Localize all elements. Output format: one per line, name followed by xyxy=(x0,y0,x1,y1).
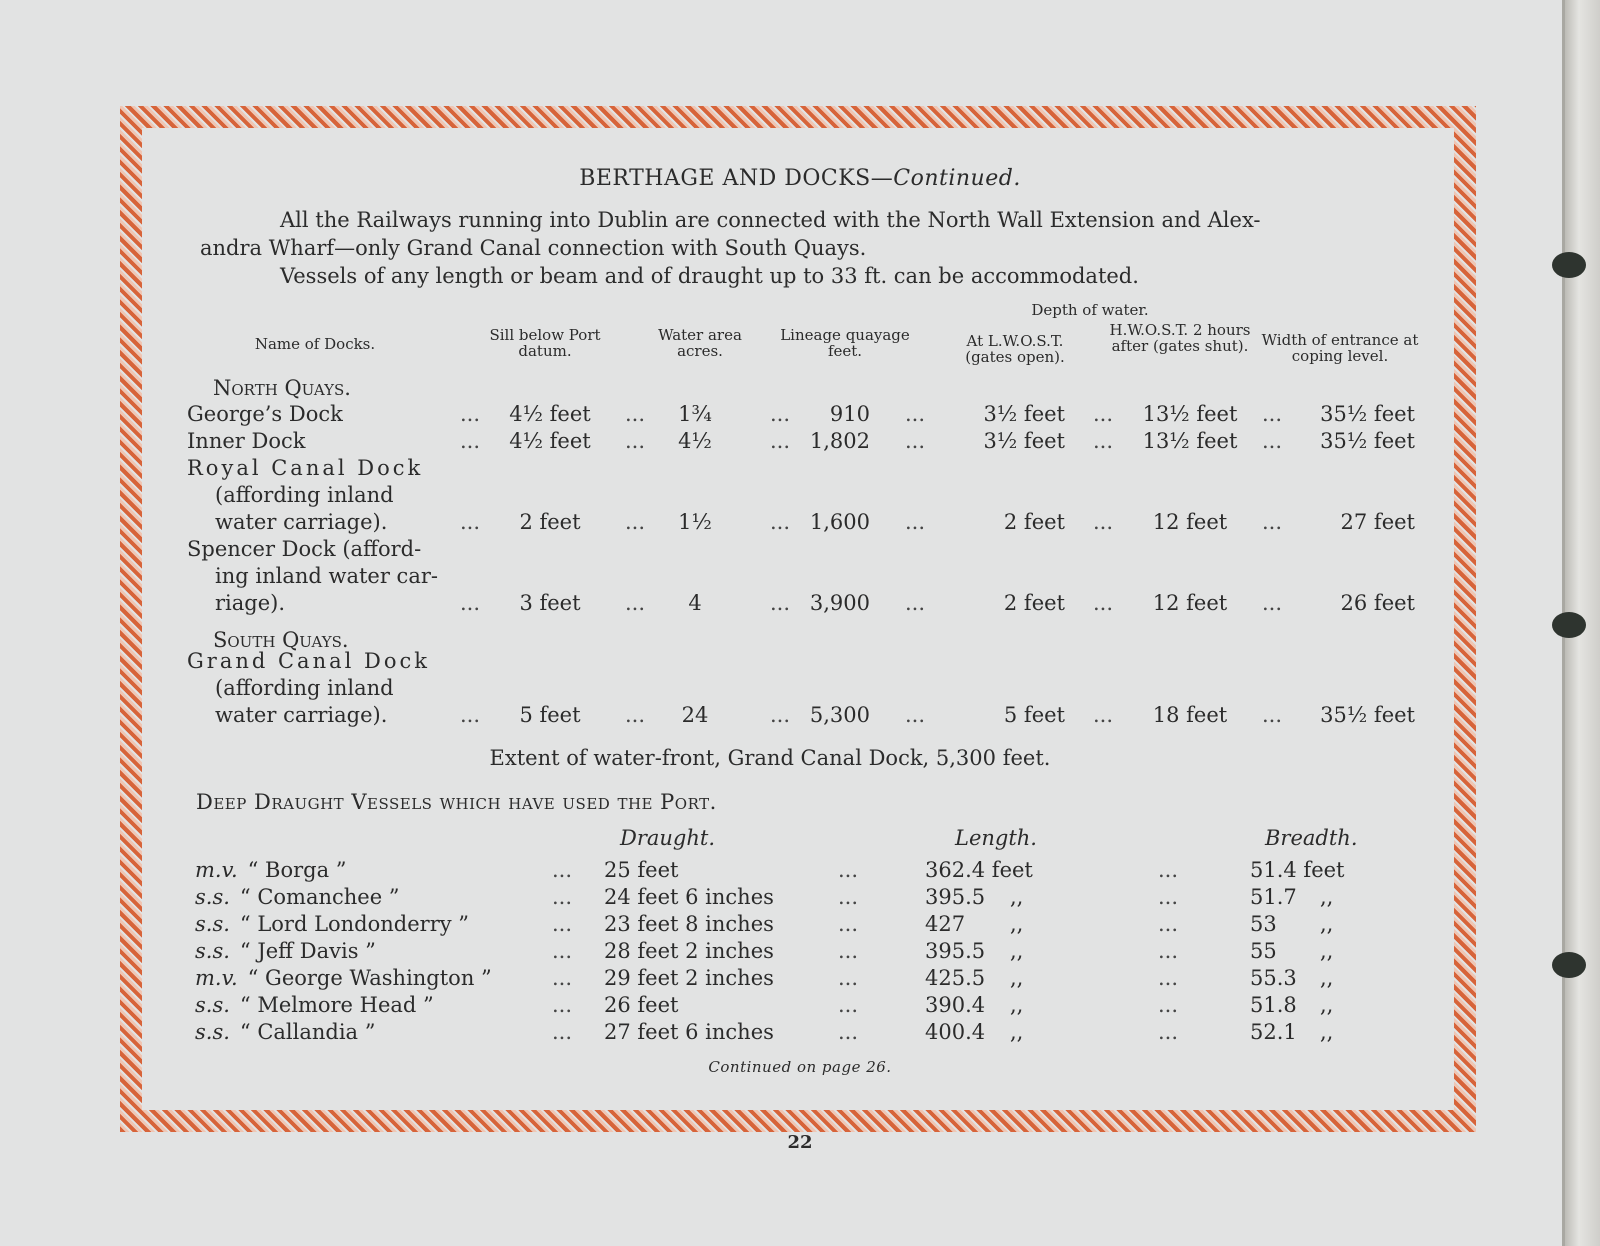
depth-group-header: Depth of water. xyxy=(1031,301,1149,319)
col-draught: Draught. xyxy=(620,826,716,850)
vessel-prefix: s.s. xyxy=(195,885,230,909)
vessel-prefix: s.s. xyxy=(195,993,230,1017)
vessel-breadth: 53 xyxy=(1250,912,1277,936)
vessel-name xyxy=(195,993,434,1017)
vessel-name xyxy=(195,885,400,909)
vessel-title: “ Comanchee ” xyxy=(239,885,400,909)
cell-sill: 3 feet xyxy=(519,591,581,615)
dock-name-line: Spencer Dock (afford- xyxy=(187,537,422,561)
vessel-name xyxy=(195,1020,375,1044)
vessel-name xyxy=(195,966,492,990)
leader-dots: ... xyxy=(625,402,646,426)
cell-width: 35½ feet xyxy=(1320,703,1415,727)
leader-dots: ... xyxy=(552,858,573,882)
header-quay: Lineage quayage feet. xyxy=(780,326,910,360)
vessel-length: 395.5 xyxy=(925,939,986,963)
vessel-title: “ Callandia ” xyxy=(239,1020,376,1044)
leader-dots: ... xyxy=(905,510,926,534)
vessel-length: 427 xyxy=(925,912,966,936)
leader-dots: ... xyxy=(1158,966,1179,990)
vessel-title: “ Lord Londonderry ” xyxy=(239,912,470,936)
leader-dots: ... xyxy=(1262,429,1283,453)
vessel-length: 400.4 xyxy=(925,1020,986,1044)
leader-dots: ... xyxy=(1158,993,1179,1017)
vessel-draught: 29 feet 2 inches xyxy=(604,966,774,990)
ditto-mark: ,, xyxy=(1010,885,1024,909)
cell-sill: 4½ feet xyxy=(509,402,591,426)
cell-sill: 4½ feet xyxy=(509,429,591,453)
leader-dots: ... xyxy=(905,591,926,615)
cell-quay: 910 xyxy=(829,402,870,426)
binding-hole xyxy=(1552,952,1586,978)
vessel-draught: 23 feet 8 inches xyxy=(604,912,774,936)
page-title xyxy=(0,166,1600,191)
header-hwost: H.W.O.S.T. 2 hours after (gates shut). xyxy=(1109,321,1251,355)
leader-dots: ... xyxy=(1093,591,1114,615)
cell-quay: 1,600 xyxy=(809,510,870,534)
leader-dots: ... xyxy=(905,703,926,727)
cell-quay: 1,802 xyxy=(809,429,870,453)
header-lwost: At L.W.O.S.T. (gates open). xyxy=(965,332,1065,366)
leader-dots: ... xyxy=(838,885,859,909)
header-area: Water area acres. xyxy=(658,326,742,360)
ditto-mark: ,, xyxy=(1010,1020,1024,1044)
leader-dots: ... xyxy=(460,429,481,453)
vessels-heading: Deep Draught Vessels which have used the Port. xyxy=(196,790,717,814)
leader-dots: ... xyxy=(552,1020,573,1044)
cell-lwost: 2 feet xyxy=(1003,510,1065,534)
leader-dots: ... xyxy=(838,912,859,936)
page-number: 22 xyxy=(787,1132,813,1153)
continued-note: Continued on page 26. xyxy=(708,1058,892,1076)
vessel-draught: 26 feet xyxy=(604,993,679,1017)
cell-width: 35½ feet xyxy=(1320,429,1415,453)
cell-area: 24 xyxy=(681,703,709,727)
dock-name-line: riage). xyxy=(215,591,286,615)
leader-dots: ... xyxy=(625,591,646,615)
leader-dots: ... xyxy=(625,510,646,534)
binding-hole xyxy=(1552,612,1586,638)
leader-dots: ... xyxy=(1262,402,1283,426)
leader-dots: ... xyxy=(552,966,573,990)
cell-lwost: 5 feet xyxy=(1003,703,1065,727)
vessel-title: “ Melmore Head ” xyxy=(239,993,434,1017)
ditto-mark: ,, xyxy=(1320,993,1334,1017)
leader-dots: ... xyxy=(1262,591,1283,615)
dock-name-line: Grand Canal Dock xyxy=(187,649,430,673)
vessel-draught: 27 feet 6 inches xyxy=(604,1020,774,1044)
leader-dots: ... xyxy=(770,703,791,727)
intro-line-2: andra Wharf—only Grand Canal connection with South Quays. xyxy=(200,236,867,260)
header-width: Width of entrance at coping level. xyxy=(1261,331,1419,365)
ditto-mark: ,, xyxy=(1010,993,1024,1017)
vessel-length: 362.4 feet xyxy=(925,858,1033,882)
dock-name-line: ing inland water car- xyxy=(215,564,438,588)
title-continued: Continued. xyxy=(893,166,1021,191)
vessel-name xyxy=(195,912,469,936)
title-text: BERTHAGE AND DOCKS— xyxy=(579,166,894,191)
leader-dots: ... xyxy=(1093,510,1114,534)
leader-dots: ... xyxy=(625,703,646,727)
ditto-mark: ,, xyxy=(1320,885,1334,909)
cell-sill: 2 feet xyxy=(519,510,581,534)
col-length: Length. xyxy=(955,826,1037,850)
leader-dots: ... xyxy=(1262,510,1283,534)
cell-width: 35½ feet xyxy=(1320,402,1415,426)
leader-dots: ... xyxy=(1262,703,1283,727)
vessel-breadth: 55.3 xyxy=(1250,966,1297,990)
vessel-length: 390.4 xyxy=(925,993,986,1017)
leader-dots: ... xyxy=(838,993,859,1017)
leader-dots: ... xyxy=(1158,912,1179,936)
cell-hwost: 13½ feet xyxy=(1142,429,1238,453)
dock-name-line: George’s Dock xyxy=(187,402,343,426)
leader-dots: ... xyxy=(552,939,573,963)
dock-name-line: water carriage). xyxy=(215,510,388,534)
vessel-prefix: s.s. xyxy=(195,912,230,936)
leader-dots: ... xyxy=(770,402,791,426)
vessel-draught: 25 feet xyxy=(604,858,679,882)
leader-dots: ... xyxy=(625,429,646,453)
ditto-mark: ,, xyxy=(1010,966,1024,990)
leader-dots: ... xyxy=(905,402,926,426)
leader-dots: ... xyxy=(770,510,791,534)
ditto-mark: ,, xyxy=(1320,1020,1334,1044)
cell-hwost: 12 feet xyxy=(1152,591,1228,615)
vessel-breadth: 52.1 xyxy=(1250,1020,1297,1044)
dock-name-line: (affording inland xyxy=(215,676,394,700)
leader-dots: ... xyxy=(460,402,481,426)
vessel-prefix: s.s. xyxy=(195,1020,230,1044)
vessel-title: “ George Washington ” xyxy=(247,966,492,990)
cell-width: 27 feet xyxy=(1340,510,1415,534)
intro-line-1: All the Railways running into Dublin are connected with the North Wall Extension and Alex- xyxy=(280,208,1261,232)
vessel-breadth: 55 xyxy=(1250,939,1277,963)
cell-hwost: 18 feet xyxy=(1152,703,1228,727)
leader-dots: ... xyxy=(838,1020,859,1044)
dock-name-line: (affording inland xyxy=(215,483,394,507)
cell-width: 26 feet xyxy=(1340,591,1415,615)
dock-name-line: Royal Canal Dock xyxy=(187,456,424,480)
leader-dots: ... xyxy=(1158,885,1179,909)
vessel-name xyxy=(195,939,376,963)
leader-dots: ... xyxy=(1093,703,1114,727)
cell-quay: 5,300 xyxy=(809,703,870,727)
vessel-draught: 28 feet 2 inches xyxy=(604,939,774,963)
leader-dots: ... xyxy=(1093,429,1114,453)
vessel-name xyxy=(195,858,347,882)
cell-area: 1¾ xyxy=(678,402,712,426)
vessel-breadth: 51.4 feet xyxy=(1250,858,1345,882)
leader-dots: ... xyxy=(838,939,859,963)
leader-dots: ... xyxy=(770,429,791,453)
binding-hole xyxy=(1552,252,1586,278)
leader-dots: ... xyxy=(552,993,573,1017)
vessel-prefix: m.v. xyxy=(195,966,238,990)
leader-dots: ... xyxy=(838,858,859,882)
cell-sill: 5 feet xyxy=(519,703,581,727)
leader-dots: ... xyxy=(1158,939,1179,963)
dock-name-line: Inner Dock xyxy=(187,429,306,453)
cell-lwost: 3½ feet xyxy=(983,429,1065,453)
leader-dots: ... xyxy=(552,912,573,936)
col-breadth: Breadth. xyxy=(1265,826,1358,850)
ditto-mark: ,, xyxy=(1320,939,1334,963)
intro-line-3: Vessels of any length or beam and of draught up to 33 ft. can be accommodated. xyxy=(280,264,1139,288)
ditto-mark: ,, xyxy=(1010,939,1024,963)
leader-dots: ... xyxy=(905,429,926,453)
cell-quay: 3,900 xyxy=(809,591,870,615)
cell-hwost: 12 feet xyxy=(1152,510,1228,534)
cell-area: 1½ xyxy=(678,510,712,534)
vessel-draught: 24 feet 6 inches xyxy=(604,885,774,909)
cell-lwost: 2 feet xyxy=(1003,591,1065,615)
cell-lwost: 3½ feet xyxy=(983,402,1065,426)
vessel-title: “ Jeff Davis ” xyxy=(239,939,376,963)
header-name: Name of Docks. xyxy=(254,335,376,353)
ditto-mark: ,, xyxy=(1320,912,1334,936)
vessel-prefix: s.s. xyxy=(195,939,230,963)
vessel-prefix: m.v. xyxy=(195,858,238,882)
leader-dots: ... xyxy=(1158,1020,1179,1044)
leader-dots: ... xyxy=(1158,858,1179,882)
south-quays-heading: South Quays. xyxy=(213,628,349,652)
vessel-title: “ Borga ” xyxy=(247,858,347,882)
dock-name-line: water carriage). xyxy=(215,703,388,727)
cell-area: 4 xyxy=(688,591,702,615)
header-sill: Sill below Port datum. xyxy=(489,326,601,360)
leader-dots: ... xyxy=(552,885,573,909)
vessel-breadth: 51.7 xyxy=(1250,885,1297,909)
vessel-length: 395.5 xyxy=(925,885,986,909)
ditto-mark: ,, xyxy=(1320,966,1334,990)
leader-dots: ... xyxy=(460,591,481,615)
ditto-mark: ,, xyxy=(1010,912,1024,936)
vessel-length: 425.5 xyxy=(925,966,986,990)
vessel-breadth: 51.8 xyxy=(1250,993,1297,1017)
leader-dots: ... xyxy=(770,591,791,615)
extent-note: Extent of water-front, Grand Canal Dock, 5,300 feet. xyxy=(489,746,1051,770)
leader-dots: ... xyxy=(460,510,481,534)
leader-dots: ... xyxy=(1093,402,1114,426)
leader-dots: ... xyxy=(838,966,859,990)
cell-area: 4½ xyxy=(678,429,712,453)
north-quays-heading: North Quays. xyxy=(213,376,351,400)
leader-dots: ... xyxy=(460,703,481,727)
cell-hwost: 13½ feet xyxy=(1142,402,1238,426)
